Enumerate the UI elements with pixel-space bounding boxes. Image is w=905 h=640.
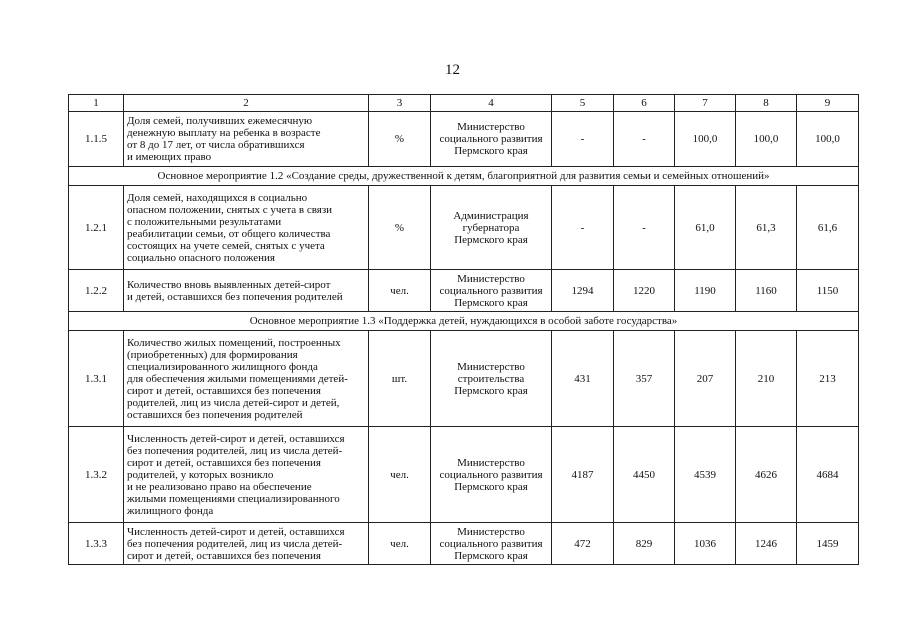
value-cell: 4450 xyxy=(614,427,675,523)
value-cell: - xyxy=(552,112,614,167)
indicator-name-cell: Численность детей-сирот и детей, оставшихся без попечения родителей, лиц из числа детей- сирот и детей, оставшихся без попечения xyxy=(124,523,369,565)
section-title: Основное мероприятие 1.3 «Поддержка детей, нуждающихся в особой заботе государства» xyxy=(69,312,859,331)
responsible-cell: Министерство строительства Пермского края xyxy=(431,331,552,427)
value-cell: 1036 xyxy=(675,523,736,565)
header-cell: 6 xyxy=(614,95,675,112)
row-number-cell: 1.3.3 xyxy=(69,523,124,565)
header-cell: 4 xyxy=(431,95,552,112)
section-row xyxy=(69,167,859,186)
responsible-cell: Министерство социального развития Пермского края xyxy=(431,427,552,523)
indicator-name-cell: Доля семей, находящихся в социально опасном положении, снятых с учета в связи с положительными результатами реабилитации семьи, от общего количества состоящих на учете семей, снятых с учета социально опасного положения xyxy=(124,186,369,270)
unit-cell: чел. xyxy=(369,427,431,523)
unit-cell: чел. xyxy=(369,523,431,565)
value-cell: 829 xyxy=(614,523,675,565)
responsible-cell: Администрация губернатора Пермского края xyxy=(431,186,552,270)
value-cell: 1160 xyxy=(736,270,797,312)
value-cell: 207 xyxy=(675,331,736,427)
value-cell: 61,3 xyxy=(736,186,797,270)
page-number: 12 xyxy=(445,62,460,78)
value-cell: 1150 xyxy=(797,270,859,312)
value-cell: 213 xyxy=(797,331,859,427)
table-row xyxy=(69,523,859,565)
table-row xyxy=(69,270,859,312)
value-cell: 4539 xyxy=(675,427,736,523)
value-cell: 1459 xyxy=(797,523,859,565)
indicator-name-cell: Численность детей-сирот и детей, оставшихся без попечения родителей, лиц из числа детей- сирот и детей, оставшихся без попечения родителей, у которых возникло и не реализовано право на обеспечение жилыми помещениями специализированного жилищного фонда xyxy=(124,427,369,523)
value-cell: 4626 xyxy=(736,427,797,523)
table-row xyxy=(69,331,859,427)
row-number-cell: 1.1.5 xyxy=(69,112,124,167)
unit-cell: % xyxy=(369,112,431,167)
indicator-name-cell: Доля семей, получивших ежемесячную денежную выплату на ребенка в возрасте от 8 до 17 лет, от числа обратившихся и имеющих право xyxy=(124,112,369,167)
value-cell: - xyxy=(614,186,675,270)
value-cell: 100,0 xyxy=(675,112,736,167)
header-cell: 7 xyxy=(675,95,736,112)
value-cell: 1294 xyxy=(552,270,614,312)
row-number-cell: 1.3.1 xyxy=(69,331,124,427)
value-cell: 210 xyxy=(736,331,797,427)
value-cell: 357 xyxy=(614,331,675,427)
section-row xyxy=(69,312,859,331)
unit-cell: шт. xyxy=(369,331,431,427)
indicators-table xyxy=(68,94,859,565)
unit-cell: чел. xyxy=(369,270,431,312)
value-cell: - xyxy=(552,186,614,270)
value-cell: 431 xyxy=(552,331,614,427)
value-cell: 61,6 xyxy=(797,186,859,270)
row-number-cell: 1.2.2 xyxy=(69,270,124,312)
header-cell: 3 xyxy=(369,95,431,112)
value-cell: - xyxy=(614,112,675,167)
responsible-cell: Министерство социального развития Пермского края xyxy=(431,523,552,565)
table-row xyxy=(69,112,859,167)
unit-cell: % xyxy=(369,186,431,270)
value-cell: 472 xyxy=(552,523,614,565)
section-title: Основное мероприятие 1.2 «Создание среды, дружественной к детям, благоприятной для развития семьи и семейных отношений» xyxy=(69,167,859,186)
responsible-cell: Министерство социального развития Пермского края xyxy=(431,270,552,312)
header-cell: 5 xyxy=(552,95,614,112)
header-cell: 2 xyxy=(124,95,369,112)
indicator-name-cell: Количество вновь выявленных детей-сирот и детей, оставшихся без попечения родителей xyxy=(124,270,369,312)
value-cell: 100,0 xyxy=(797,112,859,167)
indicator-name-cell: Количество жилых помещений, построенных (приобретенных) для формирования специализированного жилищного фонда для обеспечения жилыми помещениями детей- сирот и детей, оставшихся без попечения родителей, лиц из числа детей-сирот и детей, оставшихся без попечения родителей xyxy=(124,331,369,427)
header-cell: 1 xyxy=(69,95,124,112)
value-cell: 61,0 xyxy=(675,186,736,270)
value-cell: 100,0 xyxy=(736,112,797,167)
value-cell: 1220 xyxy=(614,270,675,312)
responsible-cell: Министерство социального развития Пермского края xyxy=(431,112,552,167)
header-cell: 8 xyxy=(736,95,797,112)
value-cell: 1246 xyxy=(736,523,797,565)
value-cell: 1190 xyxy=(675,270,736,312)
table-row xyxy=(69,186,859,270)
table-row xyxy=(69,427,859,523)
value-cell: 4684 xyxy=(797,427,859,523)
value-cell: 4187 xyxy=(552,427,614,523)
row-number-cell: 1.2.1 xyxy=(69,186,124,270)
header-row xyxy=(69,95,859,112)
row-number-cell: 1.3.2 xyxy=(69,427,124,523)
header-cell: 9 xyxy=(797,95,859,112)
